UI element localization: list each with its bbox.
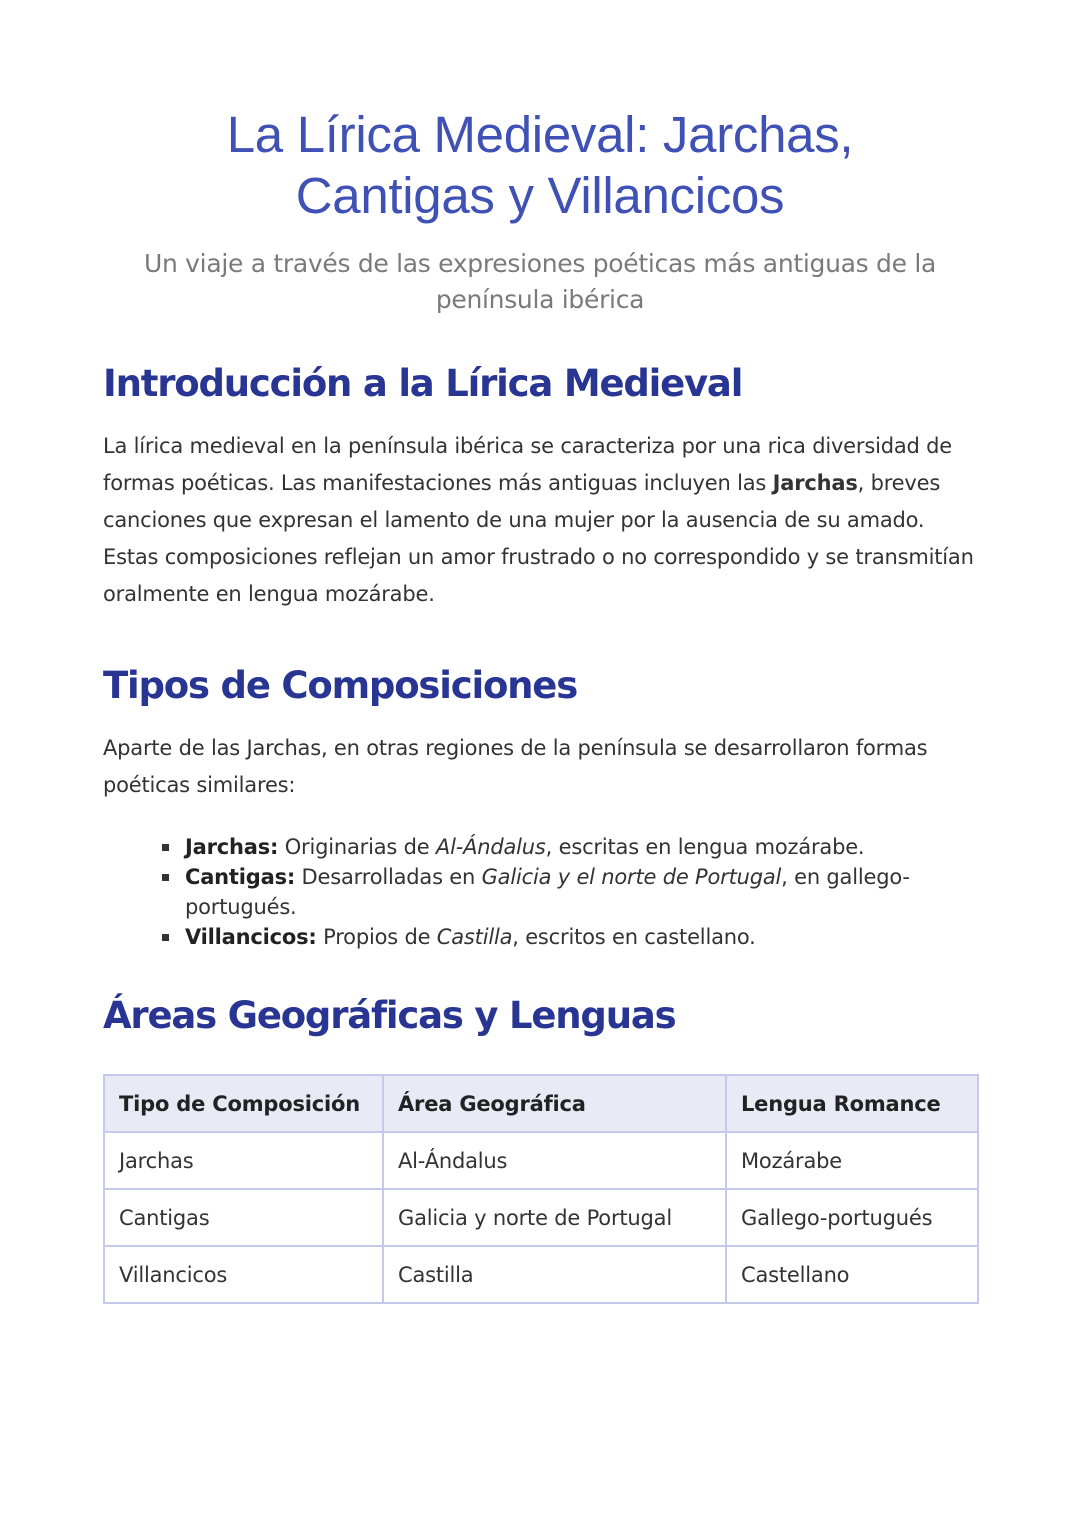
list-item-term: Jarchas: (185, 835, 279, 859)
list-item-text: Desarrolladas en (295, 865, 482, 889)
list-item-cantigas (185, 862, 977, 922)
list-item-jarchas (185, 832, 977, 862)
table-cell: Gallego-portugués (726, 1189, 978, 1246)
list-item-text: Originarias de (278, 835, 436, 859)
intro-text-start: La lírica medieval en la península ibérica se caracteriza por una rica diversidad de formas poéticas. Las manifestaciones más antiguas incluyen las (103, 434, 952, 495)
table-cell: Jarchas (104, 1132, 383, 1189)
table-cell: Cantigas (104, 1189, 383, 1246)
intro-bold-jarchas: Jarchas (772, 471, 858, 495)
intro-paragraph (103, 428, 977, 613)
table-cell: Al-Ándalus (383, 1132, 726, 1189)
areas-table (103, 1074, 979, 1304)
composition-types-list (103, 832, 977, 952)
section-heading-areas: Áreas Geográficas y Lenguas (103, 994, 676, 1037)
list-item-term: Villancicos: (185, 925, 317, 949)
tipos-paragraph: Aparte de las Jarchas, en otras regiones de la península se desarrollaron formas poéticas similares: (103, 736, 928, 797)
list-item-text: , escritas en lengua mozárabe. (545, 835, 865, 859)
list-item-place: Al-Ándalus (435, 835, 546, 859)
column-header-area: Área Geográfica (383, 1075, 726, 1132)
list-item-text: , en gallego-portugués. (185, 865, 910, 919)
table-cell: Mozárabe (726, 1132, 978, 1189)
table-cell: Galicia y norte de Portugal (383, 1189, 726, 1246)
list-item-place: Castilla (436, 925, 513, 949)
column-header-tipo: Tipo de Composición (104, 1075, 383, 1132)
table-header-row (104, 1075, 978, 1132)
list-item-text: Propios de (316, 925, 437, 949)
table-cell: Villancicos (104, 1246, 383, 1303)
column-header-lengua: Lengua Romance (726, 1075, 978, 1132)
page-title (103, 104, 977, 226)
section-heading-tipos: Tipos de Composiciones (103, 664, 578, 707)
list-item-villancicos (185, 922, 977, 952)
page-title-line-1: La Lírica Medieval: Jarchas, (226, 106, 854, 163)
list-item-place: Galicia y el norte de Portugal (481, 865, 782, 889)
page-subtitle: Un viaje a través de las expresiones poéticas más antiguas de la península ibérica (143, 249, 936, 314)
page-title-line-2: Cantigas y Villancicos (295, 167, 785, 224)
table-cell: Castellano (726, 1246, 978, 1303)
list-item-term: Cantigas: (185, 865, 296, 889)
table-row (104, 1189, 978, 1246)
section-heading-introduccion: Introducción a la Lírica Medieval (103, 362, 743, 405)
intro-text-end: , breves canciones que expresan el lamento de una mujer por la ausencia de su amado. Estas composiciones reflejan un amor frustrado o no correspondido y se transmitían oralmente en lengua mozárabe. (103, 471, 974, 606)
document-page (103, 0, 977, 1304)
table-row (104, 1246, 978, 1303)
table-cell: Castilla (383, 1246, 726, 1303)
list-item-text: , escritos en castellano. (512, 925, 756, 949)
table-row (104, 1132, 978, 1189)
